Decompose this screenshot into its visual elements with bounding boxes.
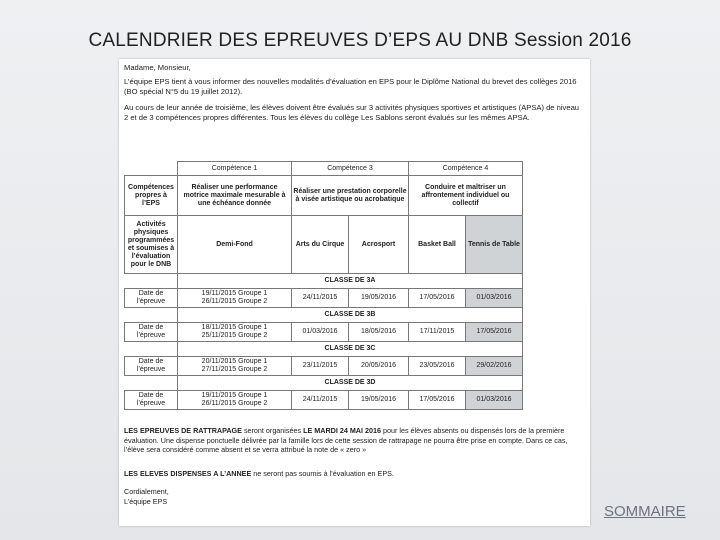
activity-arts-du-cirque: Arts du Cirque xyxy=(292,216,349,274)
date-tennis: 29/02/2016 xyxy=(466,357,523,376)
date-group-2: 26/11/2015 Groupe 2 xyxy=(201,298,268,305)
date-demi-fond xyxy=(178,357,292,376)
dispenses-heading: LES ELEVES DISPENSES A L’ANNEE xyxy=(124,469,252,478)
date-cirque: 24/11/2015 xyxy=(292,289,349,308)
exam-calendar-table xyxy=(124,161,523,410)
rattrapage-date: LE MARDI 24 MAI 2016 xyxy=(303,426,381,435)
date-group-2: 26/11/2015 Groupe 2 xyxy=(201,400,268,407)
date-label: Date de l’épreuve xyxy=(125,289,178,308)
closing-text: Cordialement, xyxy=(124,487,169,496)
class-header: CLASSE DE 3B xyxy=(178,308,523,323)
class-header: CLASSE DE 3A xyxy=(178,274,523,289)
date-cirque: 24/11/2015 xyxy=(292,391,349,410)
slide-title: CALENDRIER DES EPREUVES D’EPS AU DNB Session 2016 xyxy=(88,30,632,51)
competence-4-header: Compétence 4 xyxy=(409,162,523,176)
date-acrosport: 18/05/2016 xyxy=(349,323,409,342)
rattrapage-mid: seront organisées xyxy=(241,426,304,435)
date-tennis: 01/03/2016 xyxy=(466,391,523,410)
activity-tennis-de-table: Tennis de Table xyxy=(466,216,523,274)
date-label: Date de l’épreuve xyxy=(125,357,178,376)
dispenses-paragraph xyxy=(124,469,584,479)
document-scan xyxy=(119,59,590,526)
date-basket: 23/05/2016 xyxy=(409,357,466,376)
date-basket: 17/11/2015 xyxy=(409,323,466,342)
date-group-2: 27/11/2015 Groupe 2 xyxy=(201,366,268,373)
competence-3-header: Compétence 3 xyxy=(292,162,409,176)
signature-text: L’équipe EPS xyxy=(124,496,168,506)
date-tennis: 17/05/2016 xyxy=(466,323,523,342)
date-group-1: 19/11/2015 Groupe 1 xyxy=(201,392,268,399)
date-cirque: 01/03/2016 xyxy=(292,323,349,342)
date-group-1: 18/11/2015 Groupe 1 xyxy=(201,324,268,331)
date-cirque: 23/11/2015 xyxy=(292,357,349,376)
activites-label: Activités physiques programmées et soumises à l’évaluation pour le DNB xyxy=(125,216,178,274)
date-acrosport: 20/05/2016 xyxy=(349,357,409,376)
competence-1-description: Réaliser une performance motrice maximale mesurable à une échéance donnée xyxy=(178,176,292,216)
activity-acrosport: Acrosport xyxy=(349,216,409,274)
rattrapage-heading: LES EPREUVES DE RATTRAPAGE xyxy=(124,426,242,435)
activity-demi-fond: Demi-Fond xyxy=(178,216,292,274)
rattrapage-details: pour les élèves absents ou dispensés lors de la première évaluation. Une dispense ponctuelle délivrée par la famille lors de cette session de rattrapage ne pourra être prise en compte. Dans ce cas, l’élève sera considéré comme absent et se verra attribué la note de « zero » xyxy=(124,426,568,454)
competence-4-description: Conduire et maîtriser un affrontement individuel ou collectif xyxy=(409,176,523,216)
date-group-1: 19/11/2015 Groupe 1 xyxy=(201,290,268,297)
competence-1-header: Compétence 1 xyxy=(178,162,292,176)
greeting-text: Madame, Monsieur, xyxy=(124,63,191,72)
date-acrosport: 19/05/2016 xyxy=(349,391,409,410)
date-group-1: 20/11/2015 Groupe 1 xyxy=(201,358,268,365)
rattrapage-paragraph xyxy=(124,426,584,455)
date-group-2: 25/11/2015 Groupe 2 xyxy=(201,332,268,339)
competence-3-description: Réaliser une prestation corporelle à visée artistique ou acrobatique xyxy=(292,176,409,216)
date-label: Date de l’épreuve xyxy=(125,391,178,410)
date-basket: 17/05/2016 xyxy=(409,289,466,308)
competences-label: Compétences propres à l’EPS xyxy=(125,176,178,216)
date-acrosport: 19/05/2016 xyxy=(349,289,409,308)
date-label: Date de l’épreuve xyxy=(125,323,178,342)
evaluation-paragraph: Au cours de leur année de troisième, les élèves doivent être évalués sur 3 activités physiques sportives et artistiques (APSA) de niveau 2 et de 3 compétences propres différentes. Tous les élèves du collège Les Sablons seront évalués sur les mêmes APSA. xyxy=(124,103,580,122)
intro-paragraph: L’équipe EPS tient à vous informer des nouvelles modalités d’évaluation en EPS pour le Diplôme National du brevet des collèges 2016 (BO spécial N°5 du 19 juillet 2012). xyxy=(124,77,577,96)
dispenses-details: ne seront pas soumis à l’évaluation en EPS. xyxy=(251,469,394,478)
date-demi-fond xyxy=(178,323,292,342)
class-header: CLASSE DE 3D xyxy=(178,376,523,391)
date-demi-fond xyxy=(178,289,292,308)
date-basket: 17/05/2016 xyxy=(409,391,466,410)
date-demi-fond xyxy=(178,391,292,410)
sommaire-link[interactable]: SOMMAIRE xyxy=(604,503,686,520)
class-header: CLASSE DE 3C xyxy=(178,342,523,357)
closing-block xyxy=(124,487,584,506)
activity-basket-ball: Basket Ball xyxy=(409,216,466,274)
date-tennis: 01/03/2016 xyxy=(466,289,523,308)
